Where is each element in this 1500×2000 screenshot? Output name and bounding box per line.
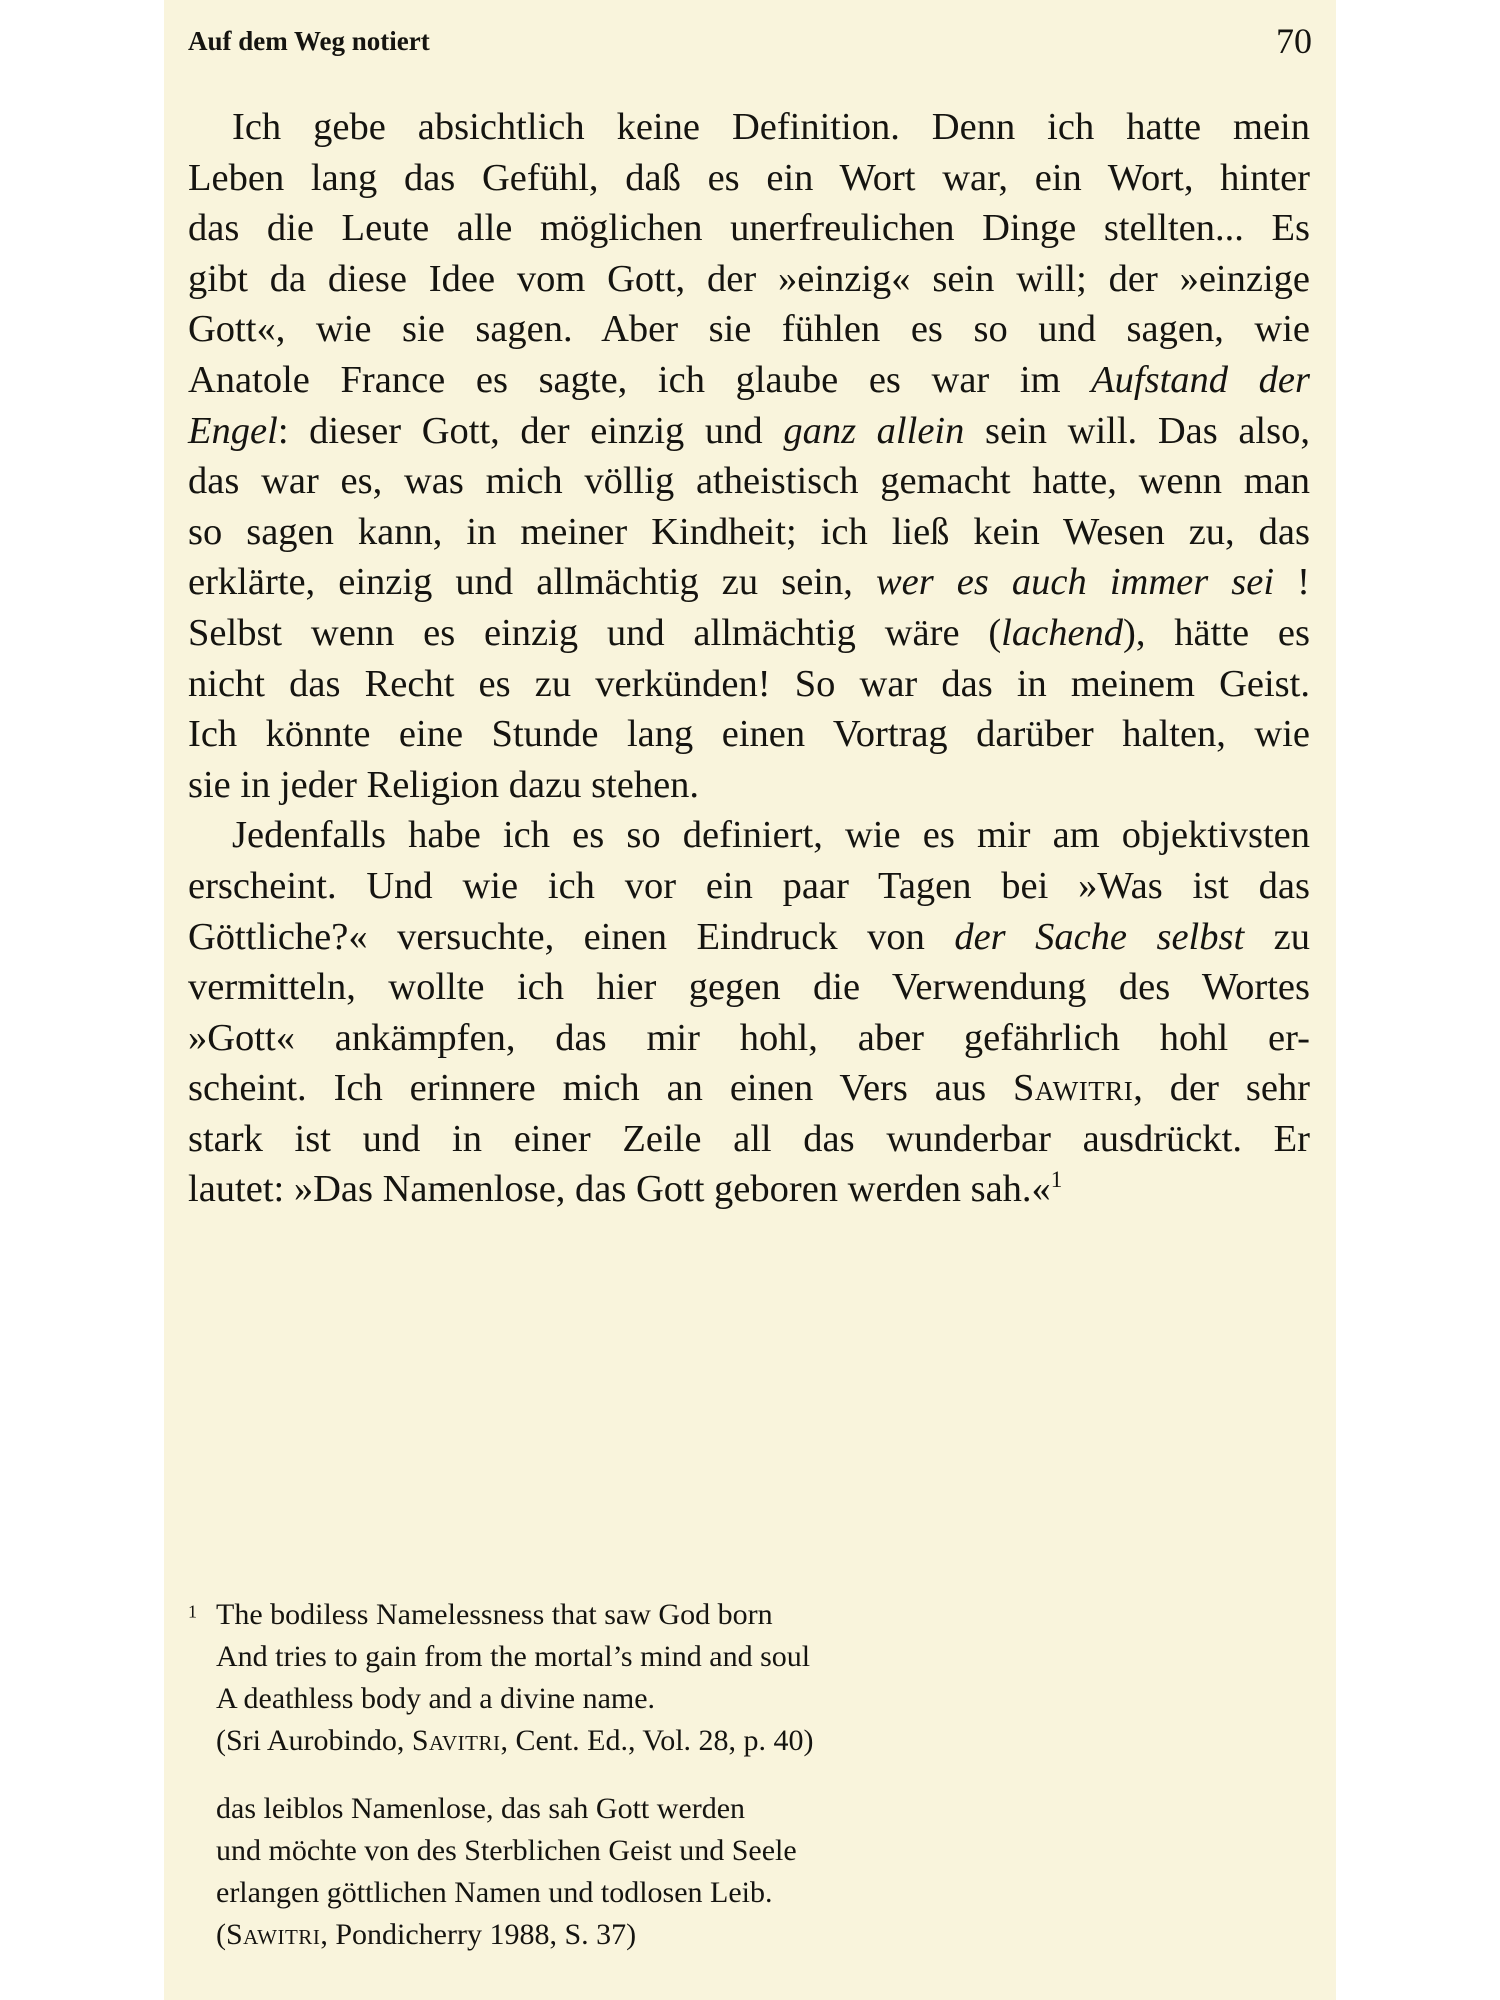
body-text-run: ), hätte es — [1123, 611, 1310, 654]
footnote-line — [188, 1594, 1288, 1636]
stage-direction: lachend — [1001, 611, 1124, 654]
body-line: so sagen kann, in meiner Kindheit; ich ließ kein Wesen zu, das — [188, 510, 1310, 553]
body-line — [188, 912, 1310, 963]
footnote-reference[interactable]: 1 — [1050, 1166, 1063, 1193]
right-margin — [1336, 0, 1500, 2000]
left-margin — [0, 0, 164, 2000]
body-line: Ich gebe absichtlich keine Definition. Denn ich hatte mein — [232, 106, 1310, 148]
citation-text: (Sri Aurobindo, — [216, 1724, 412, 1757]
body-line: gibt da diese Idee vom Gott, der »einzig« sein will; der »einzige — [188, 257, 1310, 300]
body-text-run: scheint. Ich erinnere mich an einen Vers aus — [188, 1067, 1014, 1110]
emphasis: der Sache selbst — [954, 915, 1245, 958]
footnote-marker — [188, 1594, 216, 1636]
footnote-verse-de: das leiblos Namenlose, das sah Gott werden — [216, 1792, 746, 1825]
page-number: 70 — [1276, 21, 1312, 61]
body-text-run: Anatole France es sagte, ich glaube es war im — [188, 358, 1092, 401]
body-text-run: Selbst wenn es einzig und allmächtig wäre ( — [188, 611, 1002, 654]
body-line — [188, 406, 1310, 457]
body-line: sie in jeder Religion dazu stehen. — [188, 763, 700, 806]
citation-text: ( — [216, 1918, 226, 1951]
footnote-spacer — [188, 1762, 1288, 1788]
body-text-run: ! — [1274, 561, 1310, 604]
body-line — [188, 1063, 1310, 1114]
footnote-verse-de: und möchte von des Sterblichen Geist und Seele — [216, 1834, 797, 1867]
citation-text: , Cent. Ed., Vol. 28, p. 40) — [500, 1724, 814, 1757]
citation-title: Sawitri — [226, 1918, 321, 1951]
body-line: »Gott« ankämpfen, das mir hohl, aber gefährlich hohl er- — [188, 1016, 1310, 1059]
body-line: vermitteln, wollte ich hier gegen die Verwendung des Wortes — [188, 966, 1310, 1009]
footnote-citation-en — [188, 1720, 1288, 1762]
body-text-run: , der sehr — [1133, 1067, 1310, 1110]
body-line: Gott«, wie sie sagen. Aber sie fühlen es so und sagen, wie — [188, 308, 1310, 351]
body-line: nicht das Recht es zu verkünden! So war das in meinem Geist. — [188, 662, 1310, 705]
footnote-citation-de — [188, 1914, 1288, 1956]
book-page — [164, 0, 1336, 2000]
footnote-verse-en: And tries to gain from the mortal’s mind and soul — [216, 1640, 811, 1673]
running-header-title: Auf dem Weg notiert — [188, 26, 430, 56]
emphasis: ganz allein — [783, 409, 965, 452]
body-text — [188, 102, 1310, 1215]
book-title-emphasis: Engel — [188, 409, 278, 452]
body-text-run: Göttliche?« versuchte, einen Eindruck von — [188, 915, 955, 958]
body-text-run: sein will. Das also, — [964, 409, 1310, 452]
body-line: Ich könnte eine Stunde lang einen Vortrag darüber halten, wie — [188, 713, 1310, 756]
body-text-run: zu — [1244, 915, 1310, 958]
footnote-verse-en: The bodiless Namelessness that saw God born — [216, 1598, 773, 1631]
body-line — [188, 608, 1310, 659]
body-line: stark ist und in einer Zeile all das wunderbar ausdrückt. Er — [188, 1117, 1310, 1160]
footnote-verse-de: erlangen göttlichen Namen und todlosen Leib. — [216, 1876, 773, 1909]
body-line: Leben lang das Gefühl, daß es ein Wort war, ein Wort, hinter — [188, 156, 1310, 199]
emphasis: wer es auch immer sei — [875, 561, 1275, 604]
body-line — [188, 1164, 1310, 1215]
book-title-small-caps: Sawitri — [1013, 1067, 1134, 1110]
body-line — [188, 557, 1310, 608]
book-title-emphasis: Aufstand der — [1091, 358, 1310, 401]
body-line — [188, 355, 1310, 406]
footnotes — [188, 1594, 1288, 1956]
body-text-run: : dieser Gott, der einzig und — [277, 409, 784, 452]
body-line: erscheint. Und wie ich vor ein paar Tagen bei »Was ist das — [188, 864, 1310, 907]
body-line: Jedenfalls habe ich es so definiert, wie es mir am objektivsten — [232, 814, 1310, 857]
body-line: das war es, was mich völlig atheistisch gemacht hatte, wenn man — [188, 460, 1310, 503]
citation-title: Savitri — [411, 1724, 501, 1757]
body-text-run: lautet: »Das Namenlose, das Gott geboren werden sah.« — [188, 1168, 1051, 1211]
body-text-run: erklärte, einzig und allmächtig zu sein, — [188, 561, 876, 604]
footnote-number: 1 — [188, 1601, 197, 1622]
footnote-verse-en: A deathless body and a divine name. — [216, 1682, 656, 1715]
citation-text: , Pondicherry 1988, S. 37) — [320, 1918, 637, 1951]
body-line: das die Leute alle möglichen unerfreulichen Dinge stellten... Es — [188, 207, 1310, 250]
